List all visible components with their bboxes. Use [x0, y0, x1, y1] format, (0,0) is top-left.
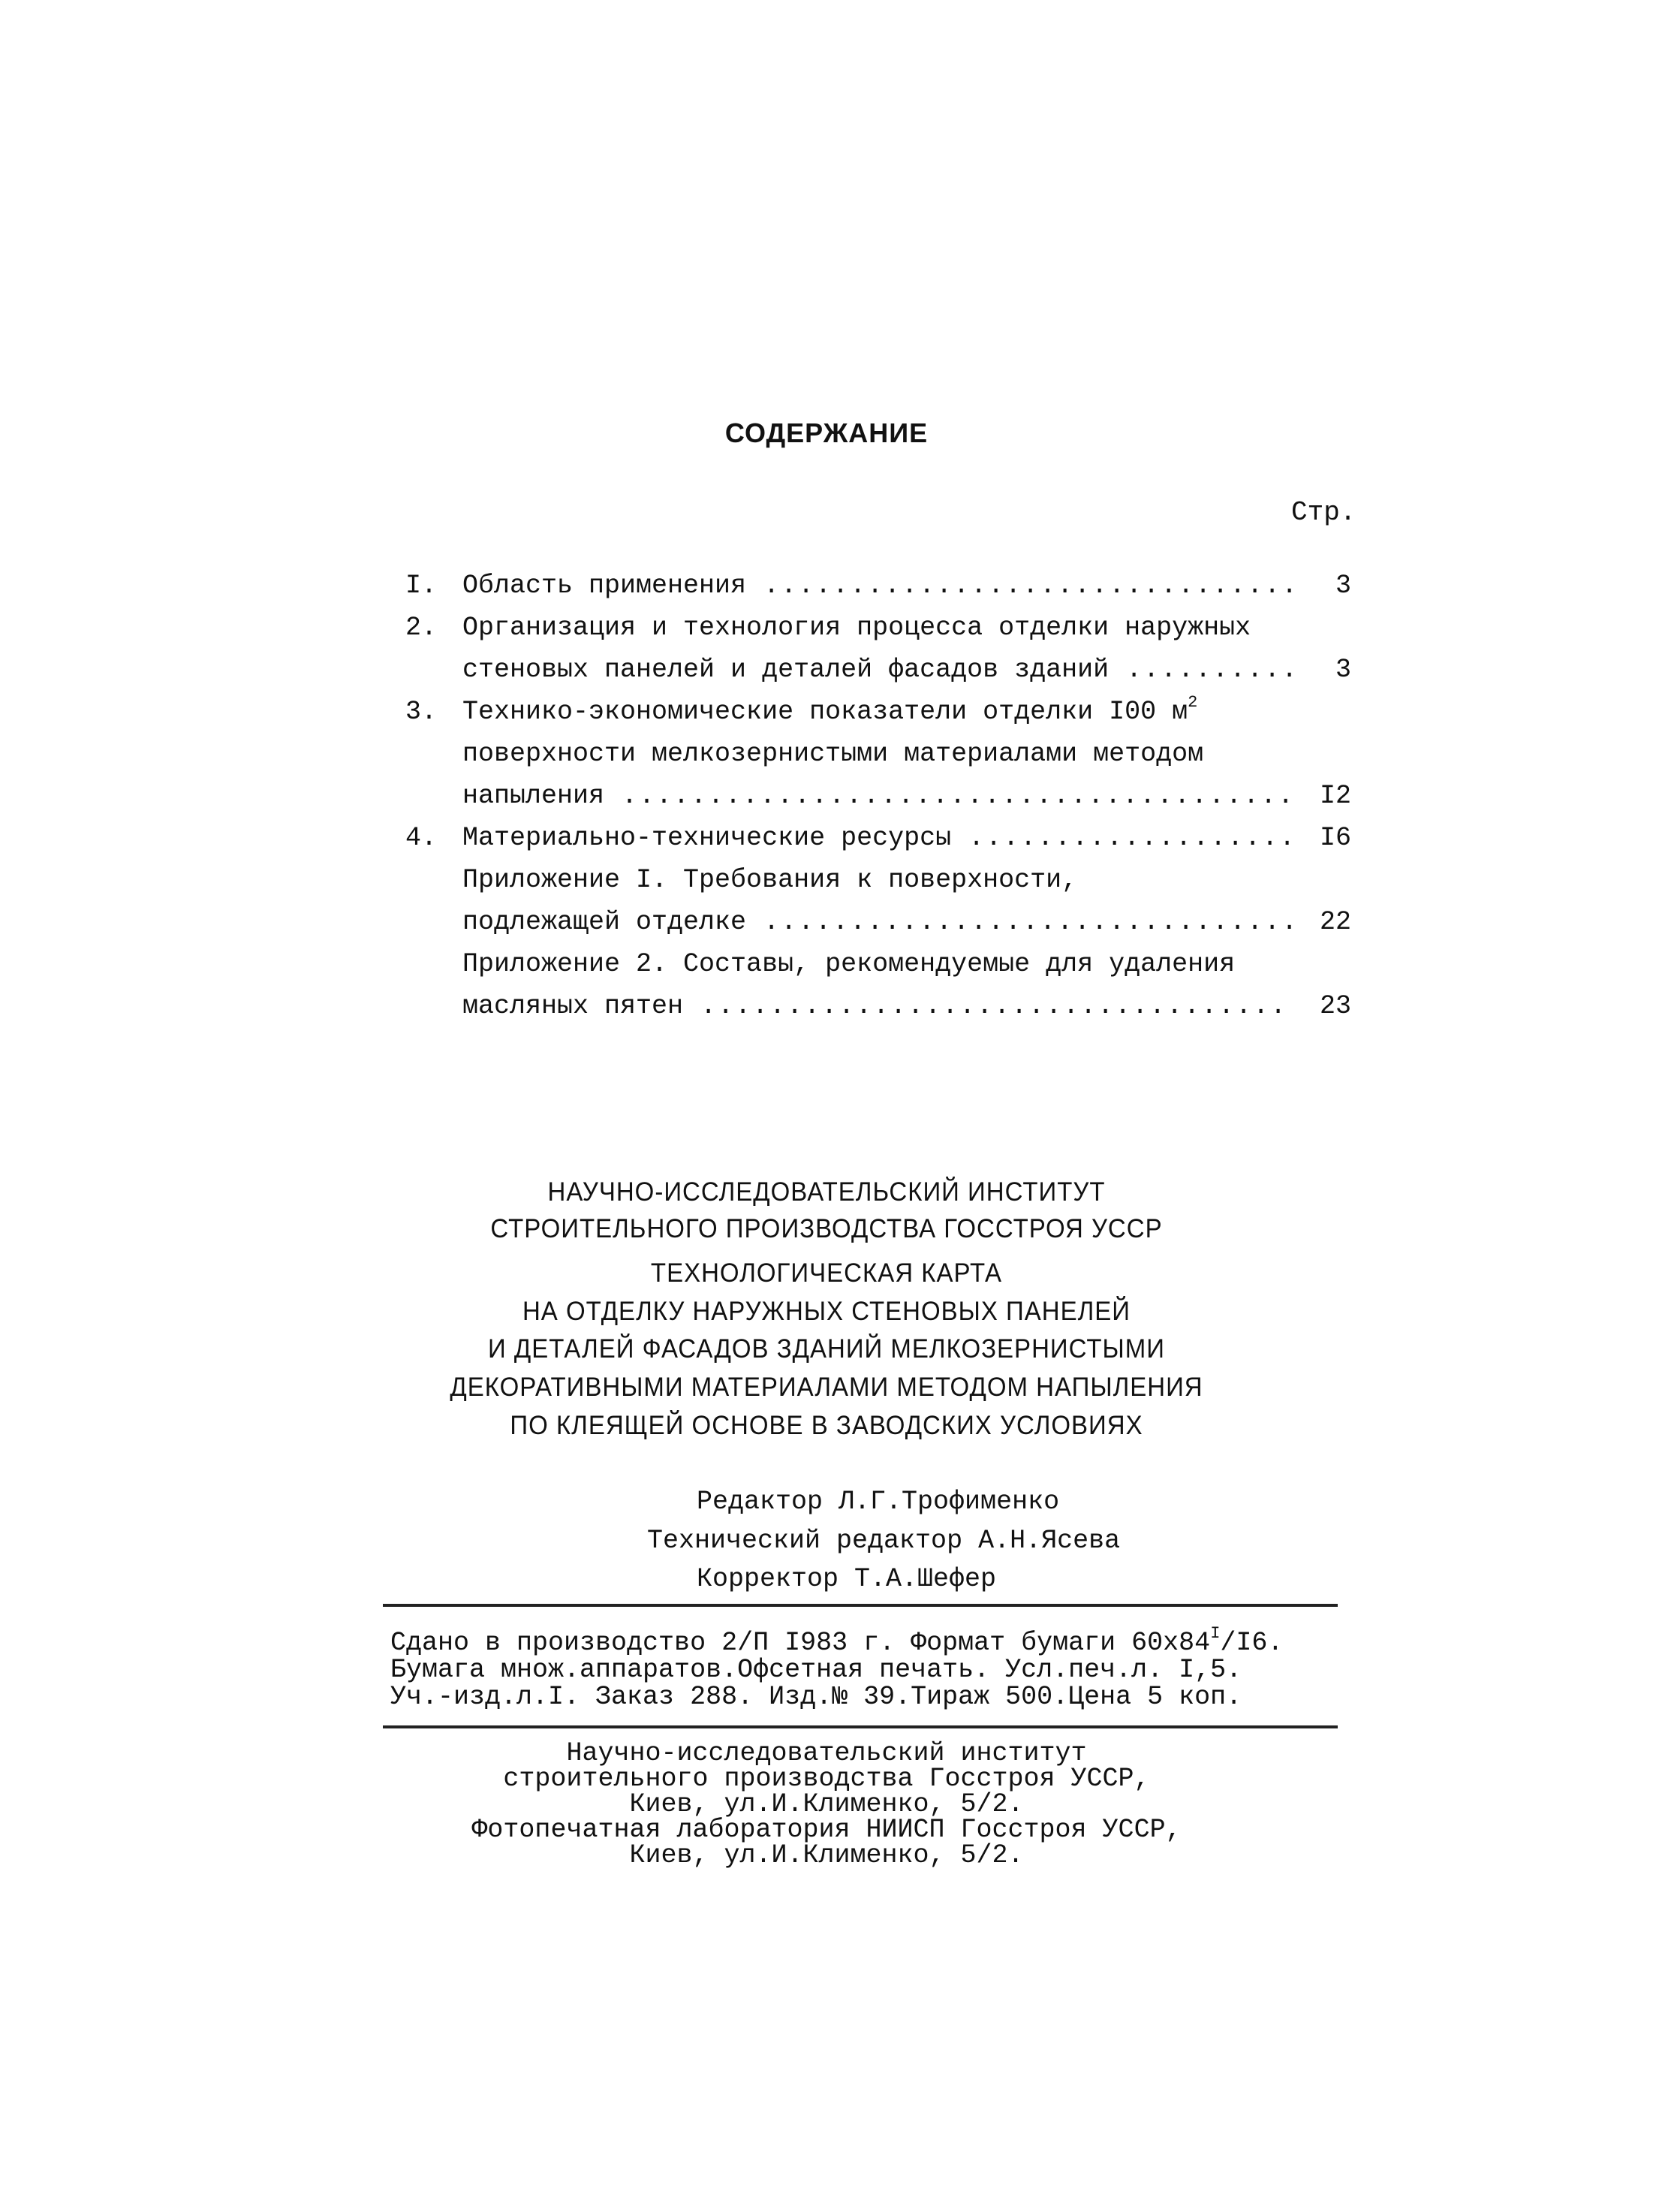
toc-entry-page: I6	[1319, 823, 1351, 853]
page-column-header: Стр.	[1291, 497, 1356, 528]
card-title-line: ТЕХНОЛОГИЧЕСКАЯ КАРТА	[650, 1257, 1003, 1288]
card-title-line: ДЕКОРАТИВНЫМИ МАТЕРИАЛАМИ МЕТОДОМ НАПЫЛЕНИЯ	[450, 1371, 1203, 1402]
publication-line: Уч.-изд.л.I. Заказ 288. Изд.№ 39.Тираж 500.Цена 5 коп.	[390, 1682, 1242, 1712]
toc-entry	[405, 859, 1351, 901]
card-title-line: ПО КЛЕЯЩЕЙ ОСНОВЕ В ЗАВОДСКИХ УСЛОВИЯХ	[510, 1409, 1143, 1440]
toc-entry-text: напыления .....	[462, 775, 1291, 817]
toc-entry-continuation	[405, 985, 1351, 1027]
toc-entry-number: 4.	[405, 823, 438, 853]
toc-entry	[405, 817, 1351, 859]
toc-entry	[405, 943, 1351, 985]
toc-entry-text: Область применения .....	[462, 565, 1291, 607]
tech-editor-credit: Технический редактор А.Н.Ясева	[647, 1526, 1121, 1556]
toc-entry-continuation	[405, 901, 1351, 943]
institute-name-line: СТРОИТЕЛЬНОГО ПРОИЗВОДСТВА ГОССТРОЯ УССР	[490, 1213, 1163, 1243]
toc-entry-continuation	[405, 649, 1351, 691]
toc-entry-number: I.	[405, 571, 438, 601]
toc-entry-text: Материально-технические ресурсы .....	[462, 817, 1291, 859]
toc-entry-continuation	[405, 775, 1351, 817]
toc-entry-text: Приложение 2. Составы, рекомендуемые для удаления	[462, 949, 1236, 979]
lab-address-line: строительного производства Госстроя УССР,	[503, 1764, 1150, 1794]
toc-entry-text: масляных пятен .....	[462, 985, 1291, 1027]
lab-address-line: Научно-исследовательский институт	[566, 1738, 1087, 1768]
publication-line-text: Сдано в производство 2/П I983 г. Формат бумаги 60х84	[390, 1628, 1211, 1658]
card-title-line: И ДЕТАЛЕЙ ФАСАДОВ ЗДАНИЙ МЕЛКОЗЕРНИСТЫМИ	[488, 1333, 1165, 1364]
toc-entry	[405, 607, 1351, 649]
publication-line: Бумага множ.аппаратов.Офсетная печать. Усл.печ.л. I,5.	[390, 1655, 1242, 1685]
card-title-line: НА ОТДЕЛКУ НАРУЖНЫХ СТЕНОВЫХ ПАНЕЛЕЙ	[522, 1295, 1131, 1326]
toc-entry-text	[462, 691, 1197, 733]
toc-entry	[405, 691, 1351, 733]
superscript: 2	[1188, 693, 1198, 712]
corrector-credit: Корректор Т.А.Шефер	[697, 1564, 997, 1594]
lab-address-line: Киев, ул.И.Клименко, 5/2.	[629, 1789, 1024, 1819]
toc-entry-continuation	[405, 733, 1351, 775]
lab-address-line: Фотопечатная лаборатория НИИСП Госстроя УССР,	[471, 1815, 1182, 1845]
toc-entry-page: 22	[1319, 907, 1351, 937]
institute-name-line: НАУЧНО-ИССЛЕДОВАТЕЛЬСКИЙ ИНСТИТУТ	[547, 1176, 1106, 1207]
toc-entry-number: 3.	[405, 697, 438, 727]
toc-entry-text-main: Технико-экономические показатели отделки I00 м	[462, 697, 1188, 727]
toc-entry-number: 2.	[405, 613, 438, 643]
toc-entry-page: I2	[1319, 781, 1351, 811]
toc-entry-text: Приложение I. Требования к поверхности,	[462, 865, 1078, 895]
editor-credit: Редактор Л.Г.Трофименко	[697, 1487, 1060, 1517]
toc-entry-text: подлежащей отделке .....	[462, 901, 1291, 943]
toc-entry-text: стеновых панелей и деталей фасадов зданий .....	[462, 649, 1291, 691]
divider-line	[383, 1725, 1338, 1728]
toc-entry-page: 23	[1319, 991, 1351, 1021]
toc-entry	[405, 565, 1351, 607]
publication-line	[390, 1624, 1336, 1658]
divider-line	[383, 1604, 1338, 1607]
toc-title: СОДЕРЖАНИЕ	[724, 417, 929, 448]
publication-line-text: /I6.	[1220, 1628, 1284, 1658]
toc-entry-page: 3	[1335, 571, 1351, 601]
publication-details	[390, 1624, 1336, 1712]
toc-entry-page: 3	[1335, 655, 1351, 685]
table-of-contents	[405, 565, 1351, 1027]
lab-address-line: Киев, ул.И.Клименко, 5/2.	[629, 1840, 1024, 1870]
toc-entry-text: Организация и технология процесса отделки наружных	[462, 613, 1251, 643]
superscript: I	[1210, 1624, 1221, 1643]
toc-entry-text: поверхности мелкозернистыми материалами методом	[462, 739, 1204, 769]
